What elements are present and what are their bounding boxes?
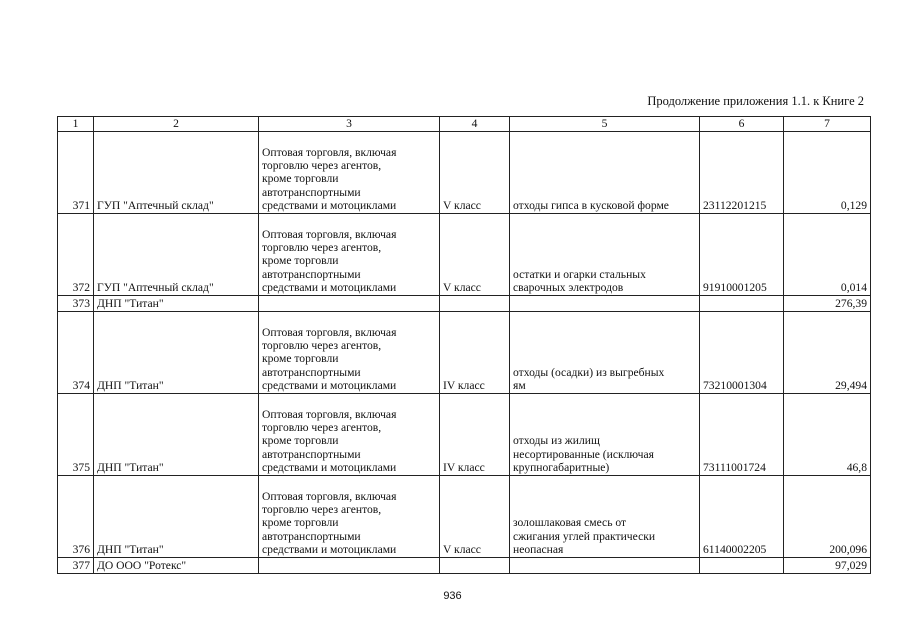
waste-type-cell: [510, 296, 700, 312]
waste-code-cell-text: 61140002205: [703, 542, 767, 556]
row-number-cell-text: 376: [72, 542, 90, 556]
waste-code-cell-text: 91910001205: [703, 280, 767, 294]
activity-cell: [259, 394, 440, 476]
amount-cell: [784, 394, 871, 476]
organization-cell-text: ДНП "Титан": [97, 542, 164, 556]
amount-cell: [784, 132, 871, 214]
activity-cell: [259, 296, 440, 312]
amount-cell-text: 0,129: [840, 198, 867, 212]
waste-code-cell: [700, 132, 784, 214]
column-header: 1: [58, 117, 94, 132]
table-row: [58, 132, 871, 214]
table-row: [58, 296, 871, 312]
waste-table: [57, 116, 871, 574]
waste-type-cell-text: остатки и огарки стальных сварочных электродов: [513, 267, 646, 294]
hazard-class-cell-text: IV класс: [443, 460, 485, 474]
row-number-cell-text: 372: [72, 280, 90, 294]
row-number-cell: [58, 476, 94, 558]
amount-cell: [784, 214, 871, 296]
organization-cell-text: ДНП "Титан": [97, 378, 164, 392]
waste-code-cell-text: 23112201215: [703, 198, 767, 212]
organization-cell: [94, 296, 259, 312]
waste-type-cell-text: отходы (осадки) из выгребных ям: [513, 365, 665, 392]
waste-type-cell-text: золошлаковая смесь от сжигания углей практически неопасная: [513, 516, 656, 556]
activity-cell-text: Оптовая торговля, включая торговлю через агентов, кроме торговли автотранспортными средствами и мотоциклами: [262, 489, 397, 556]
organization-cell-text: ДНП "Титан": [97, 460, 164, 474]
continuation-heading: Продолжение приложения 1.1. к Книге 2: [647, 94, 864, 108]
amount-cell-text: 276,39: [835, 296, 867, 310]
waste-type-cell-text: отходы из жилищ несортированные (исключая крупногабаритные): [513, 434, 654, 474]
organization-cell: [94, 558, 259, 574]
waste-type-cell: [510, 394, 700, 476]
activity-cell-text: Оптовая торговля, включая торговлю через агентов, кроме торговли автотранспортными средствами и мотоциклами: [262, 325, 397, 392]
row-number-cell: [58, 296, 94, 312]
waste-type-cell: [510, 312, 700, 394]
table-row: [58, 214, 871, 296]
amount-cell-text: 200,096: [829, 542, 867, 556]
activity-cell: [259, 214, 440, 296]
organization-cell-text: ДО ООО "Ротекс": [97, 558, 187, 572]
waste-code-cell: [700, 296, 784, 312]
waste-code-cell: [700, 476, 784, 558]
organization-cell-text: ГУП "Аптечный склад": [97, 280, 214, 294]
organization-cell: [94, 312, 259, 394]
waste-type-cell: [510, 214, 700, 296]
table-row: [58, 558, 871, 574]
waste-code-cell: [700, 312, 784, 394]
organization-cell: [94, 394, 259, 476]
row-number-cell-text: 377: [72, 558, 90, 572]
organization-cell: [94, 214, 259, 296]
row-number-cell: [58, 214, 94, 296]
table-row: [58, 394, 871, 476]
waste-type-cell: [510, 132, 700, 214]
organization-cell-text: ДНП "Титан": [97, 296, 164, 310]
hazard-class-cell-text: V класс: [443, 280, 481, 294]
table-row: [58, 312, 871, 394]
page-number: 936: [443, 590, 462, 602]
column-number-row: [58, 117, 871, 132]
amount-cell-text: 29,494: [835, 378, 867, 392]
amount-cell-text: 0,014: [840, 280, 867, 294]
organization-cell-text: ГУП "Аптечный склад": [97, 198, 214, 212]
row-number-cell: [58, 132, 94, 214]
activity-cell: [259, 558, 440, 574]
hazard-class-cell: [440, 296, 510, 312]
row-number-cell-text: 371: [72, 198, 90, 212]
hazard-class-cell-text: V класс: [443, 542, 481, 556]
hazard-class-cell: [440, 214, 510, 296]
waste-code-cell: [700, 214, 784, 296]
waste-type-cell: [510, 558, 700, 574]
row-number-cell-text: 375: [72, 460, 90, 474]
activity-cell: [259, 312, 440, 394]
activity-cell: [259, 476, 440, 558]
waste-code-cell-text: 73210001304: [703, 378, 767, 392]
organization-cell: [94, 132, 259, 214]
hazard-class-cell: [440, 132, 510, 214]
hazard-class-cell: [440, 476, 510, 558]
activity-cell-text: Оптовая торговля, включая торговлю через агентов, кроме торговли автотранспортными средствами и мотоциклами: [262, 145, 397, 212]
amount-cell-text: 46,8: [846, 460, 867, 474]
row-number-cell-text: 373: [72, 296, 90, 310]
waste-type-cell-text: отходы гипса в кусковой форме: [513, 198, 669, 212]
hazard-class-cell: [440, 312, 510, 394]
waste-type-cell: [510, 476, 700, 558]
column-header: 5: [510, 117, 700, 132]
activity-cell-text: Оптовая торговля, включая торговлю через агентов, кроме торговли автотранспортными средствами и мотоциклами: [262, 407, 397, 474]
column-header: 4: [440, 117, 510, 132]
column-header: 3: [259, 117, 440, 132]
column-header: 2: [94, 117, 259, 132]
row-number-cell-text: 374: [72, 378, 90, 392]
organization-cell: [94, 476, 259, 558]
waste-code-cell: [700, 558, 784, 574]
column-header: 7: [784, 117, 871, 132]
activity-cell: [259, 132, 440, 214]
row-number-cell: [58, 312, 94, 394]
amount-cell: [784, 558, 871, 574]
row-number-cell: [58, 394, 94, 476]
amount-cell: [784, 476, 871, 558]
row-number-cell: [58, 558, 94, 574]
activity-cell-text: Оптовая торговля, включая торговлю через агентов, кроме торговли автотранспортными средствами и мотоциклами: [262, 227, 397, 294]
amount-cell-text: 97,029: [835, 558, 867, 572]
amount-cell: [784, 312, 871, 394]
amount-cell: [784, 296, 871, 312]
hazard-class-cell-text: V класс: [443, 198, 481, 212]
hazard-class-cell-text: IV класс: [443, 378, 485, 392]
waste-code-cell-text: 73111001724: [703, 460, 766, 474]
column-header: 6: [700, 117, 784, 132]
table-row: [58, 476, 871, 558]
hazard-class-cell: [440, 394, 510, 476]
hazard-class-cell: [440, 558, 510, 574]
waste-code-cell: [700, 394, 784, 476]
